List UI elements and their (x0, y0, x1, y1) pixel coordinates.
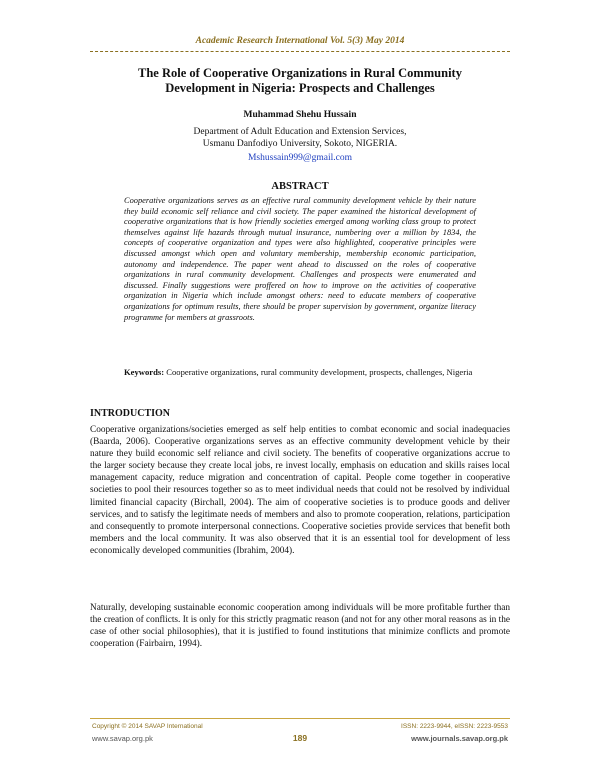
footer-journals-link[interactable]: www.journals.savap.org.pk (411, 734, 508, 743)
keywords (124, 367, 476, 378)
abstract-text: Cooperative organizations serves as an effective rural community development vehicle by their nature they build economic self reliance and civil society. The paper examined the historical development of cooperative organizations that is how friendly societies emerged among working class group to protect themselves against life hazards through mutual insurance, numbering over a million by 1834, the concepts of cooperative organization and types were also highlighted, cooperative principles were discussed amongst which open and voluntary membership, membership economic participation, autonomy and independence. The paper went ahead to discussed on the roles of cooperative organizations in rural community development. Challenges and prospects were enumerated and discussed. Finally suggestions were proffered on how to improve on the activities of cooperative organization in Nigeria which include amongst others: need to educate members of cooperative organizations for optimum results, there should be proper supervision by government, organize literacy programme for members at grassroots. (124, 196, 476, 322)
page-number: 189 (292, 733, 308, 743)
keywords-text: Cooperative organizations, rural community development, prospects, challenges, Nigeria (164, 367, 473, 377)
affiliation-line-2: Usmanu Danfodiyo University, Sokoto, NIGERIA. (202, 139, 398, 149)
journal-header: Academic Research International Vol. 5(3) May 2014 (195, 36, 405, 46)
abstract-heading: ABSTRACT (271, 181, 329, 192)
keywords-label: Keywords: (124, 367, 165, 377)
footer-copyright: Copyright © 2014 SAVAP International (92, 723, 203, 730)
introduction-paragraph-2: Naturally, developing sustainable economic cooperation among individuals will be more profitable further than the creation of conflicts. It is only for this strictly pragmatic reason (and not for any other moral reasons as in the case of other social philosophies), that it is justified to found institutions that minimize conflicts and promote cooperation (Fairbairn, 1994). (90, 603, 510, 650)
author-email-link[interactable]: Mshussain999@gmail.com (247, 153, 352, 163)
footer-divider (90, 718, 510, 719)
author-name: Muhammad Shehu Hussain (243, 110, 357, 120)
footer-website-link[interactable]: www.savap.org.pk (92, 734, 153, 743)
header-divider (90, 51, 510, 52)
introduction-paragraph-1: Cooperative organizations/societies emerged as self help entities to combat economic and social inadequacies (Baarda, 2006). Cooperative organizations serves as an effective community development vehicle by their nature they build economic self reliance and civil society. The benefits of cooperative organizations accrue to the larger society because they create local jobs, re invest locally, emphasis on education and skills raises local management capacity, reduce migration and concentration of capital. People come together in cooperative societies to pool their resources together so as to meet individual needs that could not be resolved by individual limited financial capacity (Birchall, 2004). The aim of cooperative societies is to produce goods and deliver services, and to satisfy the legitimate needs of members and also to promote cooperation, relations, participation and consequently to promote interpersonal connections. Cooperative societies provide services that benefit both members and the local community. It was also observed that it is an essential tool for development of less economically developed communities (Ibrahim, 2004). (90, 425, 510, 556)
section-heading-introduction: INTRODUCTION (90, 408, 171, 419)
affiliation-line-1: Department of Adult Education and Extension Services, (193, 127, 407, 137)
article-title: The Role of Cooperative Organizations in Rural Community Development in Nigeria: Prospects and Challenges (138, 66, 462, 95)
author-affiliation (110, 126, 490, 150)
footer-issn: ISSN: 2223-9944, eISSN: 2223-9553 (401, 723, 508, 730)
